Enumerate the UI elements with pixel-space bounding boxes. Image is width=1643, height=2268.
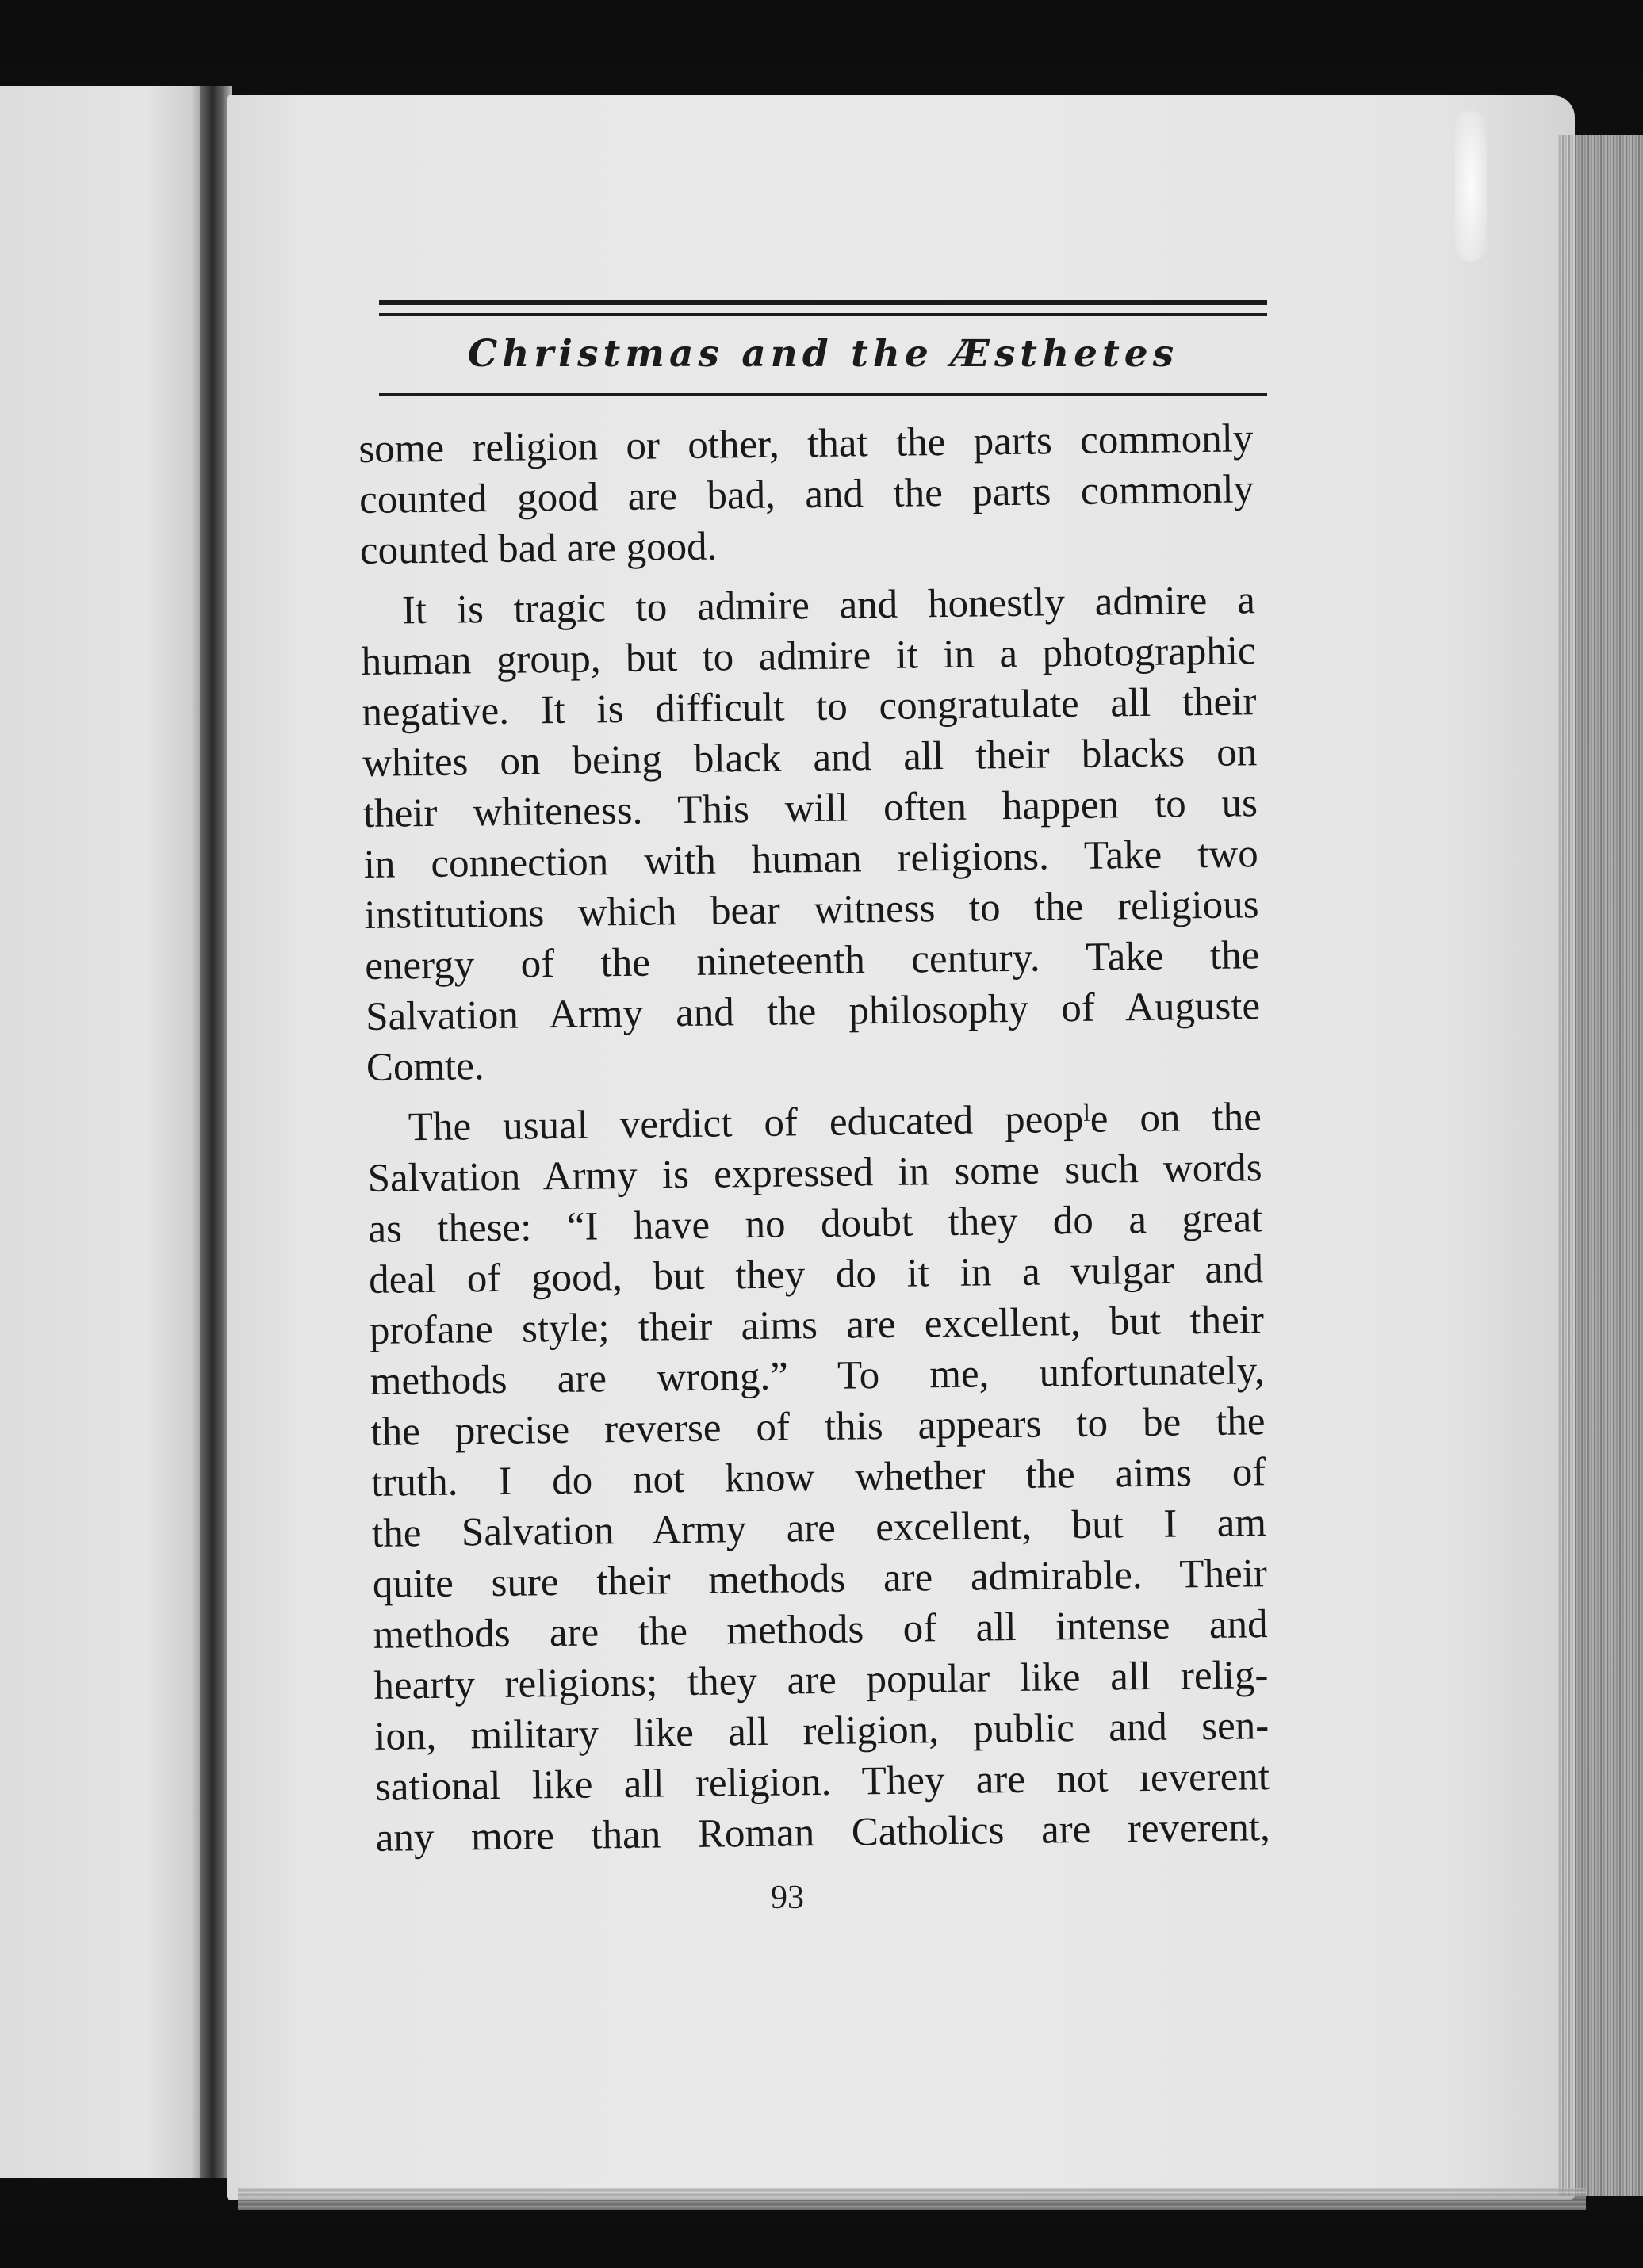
text-line: in connection with human religions. Take two: [363, 832, 1259, 887]
text-line: some religion or other, that the parts commonly: [358, 416, 1254, 472]
running-head-rule-bottom: [379, 393, 1267, 396]
page-glare: [1455, 111, 1487, 262]
text-line: Comte.: [366, 1044, 485, 1090]
text-line: their whiteness. This will often happen to us: [362, 781, 1258, 836]
paragraph-1: [358, 413, 1254, 576]
text-line: negative. It is difficult to congratulate all their: [362, 679, 1257, 735]
text-line: quite sure their methods are admirable. Their: [372, 1551, 1268, 1607]
previous-page-edge: [0, 86, 208, 2178]
text-line: The usual verdict of educated peopˡe on the: [408, 1095, 1262, 1150]
page-stack-edges: [1558, 135, 1643, 2196]
body-text: [358, 413, 1270, 1873]
text-line: methods are wrong.” To me, unfortunately,: [370, 1348, 1266, 1404]
text-line: any more than Roman Catholics are reverent,: [375, 1805, 1271, 1861]
paragraph-2: [360, 575, 1261, 1093]
text-line: the Salvation Army are excellent, but I am: [371, 1501, 1267, 1556]
text-line: Salvation Army is expressed in some such words: [367, 1145, 1262, 1201]
text-line: energy of the nineteenth century. Take the: [365, 933, 1260, 989]
running-head-rule-top: [379, 300, 1267, 305]
running-head: Christmas and the Æsthetes: [467, 332, 1179, 376]
text-line: Salvation Army and the philosophy of Auguste: [365, 984, 1261, 1039]
text-line: hearty religions; they are popular like all relig-: [373, 1653, 1269, 1708]
text-line: ion, military like all religion, public and sen-: [373, 1704, 1270, 1759]
page-stack-bottom: [238, 2188, 1586, 2210]
text-line: sational like all religion. They are not ıeverent: [374, 1754, 1270, 1810]
text-line: profane style; their aims are excellent, but their: [369, 1298, 1265, 1353]
text-line: methods are the methods of all intense and: [373, 1602, 1268, 1658]
text-line: the precise reverse of this appears to be the: [370, 1399, 1266, 1455]
text-line: truth. I do not know whether the aims of: [370, 1450, 1266, 1505]
text-line: human group, but to admire it in a photographic: [361, 629, 1256, 684]
text-line: deal of good, but they do it in a vulgar and: [368, 1247, 1264, 1302]
text-line: as these: “I have no doubt they do a great: [368, 1196, 1263, 1252]
text-line: It is tragic to admire and honestly admire a: [401, 578, 1256, 633]
text-line: institutions which bear witness to the religious: [364, 882, 1259, 938]
running-head-rule-top-thin: [379, 313, 1267, 316]
text-line: whites on being black and all their blacks on: [362, 730, 1258, 786]
page-number: 93: [771, 1880, 804, 1916]
text-line: counted good are bad, and the parts commonly: [358, 467, 1254, 522]
text-line: counted bad are good.: [359, 524, 718, 573]
paragraph-3: [366, 1092, 1270, 1864]
